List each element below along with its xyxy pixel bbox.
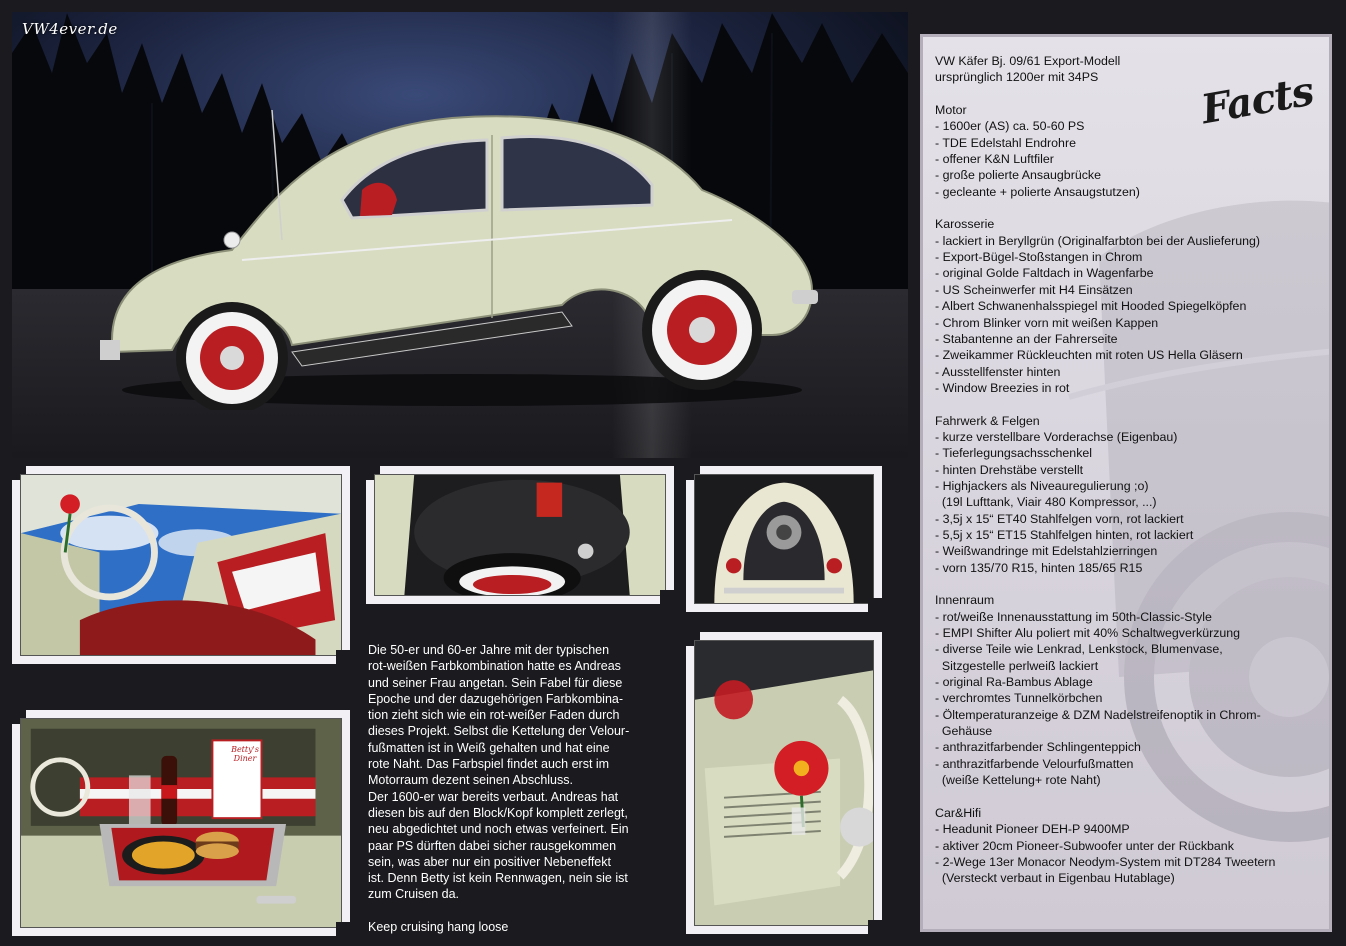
photo-interior-seats [12,466,350,664]
facts-section-fahrwerk: Fahrwerk & Felgen - kurze verstellbare Vorderachse (Eigenbau) - Tieferlegungsachsschenkel - hinten Drehstäbe verstellt - Highjackers als Niveauregulierung ;o) (19l Lufttank, Viair 480 Kompressor, ...) - 3,5j x 15“ ET40 Stahlfelgen vorn, rot lackiert - 5,5j x 15“ ET15 Stahlfelgen hinten, rot lackiert - Weißwandringe mit Edelstahlzierringen - vorn 135/70 R15, hinten 185/65 R15 [935,413,1327,576]
facts-panel [920,34,1332,932]
photo-diner-tray [12,710,350,936]
photo-front-trunk [366,466,674,604]
diner-sign: Betty's Diner [231,745,259,763]
hero-photo-beetle [12,12,908,458]
facts-heading-carhifi: Car&Hifi [935,805,982,820]
facts-heading-karosserie: Karosserie [935,217,995,232]
facts-heading-fahrwerk: Fahrwerk & Felgen [935,413,1040,428]
facts-section-innenraum: Innenraum - rot/weiße Innenausstattung im 50th-Classic-Style - EMPI Shifter Alu poliert mit 40% Schaltwegverkürzung - diverse Teile wie Lenkrad, Lenkstock, Blumenvase, Sitzgestelle perlweiß lackiert - original Ra-Bambus Ablage - verchromtes Tunnelkörbchen - Öltemperaturanzeige & DZM Nadelstreifenoptik in Chrom- Gehäuse - anthrazitfarbender Schlingenteppich - anthrazitfarbende Velourfußmatten (weiße Kettelung+ rote Naht) [935,592,1327,788]
article-text [368,642,668,935]
vw-beetle-illustration [92,90,832,410]
watermark-logo: VW4ever.de [22,20,118,38]
facts-section-model: VW Käfer Bj. 09/61 Export-Modell ursprünglich 1200er mit 34PS [935,54,1121,85]
article-closing: Keep cruising hang loose [368,919,509,934]
facts-section-karosserie: Karosserie - lackiert in Beryllgrün (Originalfarbton bei der Auslieferung) - Export-Bügel-Stoßstangen in Chrom - original Golde Faltdach in Wagenfarbe - US Scheinwerfer mit H4 Einsätzen - Albert Schwanenhalsspiegel mit Hooded Spiegelköpfen - Chrom Blinker vorn mit weißen Kappen - Stabantenne an der Fahrerseite - Zweikammer Rückleuchten mit roten US Hella Gläsern - Ausstellfenster hinten - Window Breezies in rot [935,216,1327,396]
facts-title: Facts [1197,67,1317,134]
facts-section-motor: Motor - 1600er (AS) ca. 50-60 PS - TDE Edelstahl Endrohre - offener K&N Luftfiler - große polierte Ansaugbrücke - gecleante + polierte Ansaugstutzen) [935,102,1327,200]
front-wheel [176,302,288,410]
facts-list [935,53,1327,887]
photo-dashboard [686,632,882,934]
engine-illustration [695,475,873,603]
diner-tray-illustration [21,719,341,927]
facts-section-carhifi: Car&Hifi - Headunit Pioneer DEH-P 9400MP - aktiver 20cm Pioneer-Subwoofer unter der Rückbank - 2-Wege 13er Monacor Neodym-System mit DT284 Tweetern (Versteckt verbaut in Eigenbau Hutablage) [935,805,1327,887]
facts-heading-innenraum: Innenraum [935,593,995,608]
dashboard-illustration [695,641,873,925]
photo-engine-bay [686,466,882,612]
trunk-illustration [375,475,665,595]
article-body: Die 50-er und 60-er Jahre mit der typischen rot-weißen Farbkombination hatte es Andreas und seiner Frau angetan. Sein Fabel für diese Epoche und der dazugehörigen Farbkombina- tion zieht sich wie ein rot-weißer Faden durch dieses Projekt. Selbst die Kettelung der Velour- fußmatten ist in Weiß gehalten und hat eine rote Naht. Das Farbspiel findet auch erst im Motorraum dezent seinen Abschluss. Der 1600-er war bereits verbaut. Andreas hat diesen bis auf den Block/Kopf komplett zerlegt, neu abgedichtet und noch etwas verfeinert. Ein paar PS dürften dabei sicher rausgekommen sein, was aber nur ein positiver Nebeneffekt ist. Denn Betty ist kein Rennwagen, nein sie ist zum Cruisen da. [368,643,630,902]
facts-heading-motor: Motor [935,103,967,118]
rear-wheel [642,270,762,390]
interior-seats-illustration [21,475,341,655]
